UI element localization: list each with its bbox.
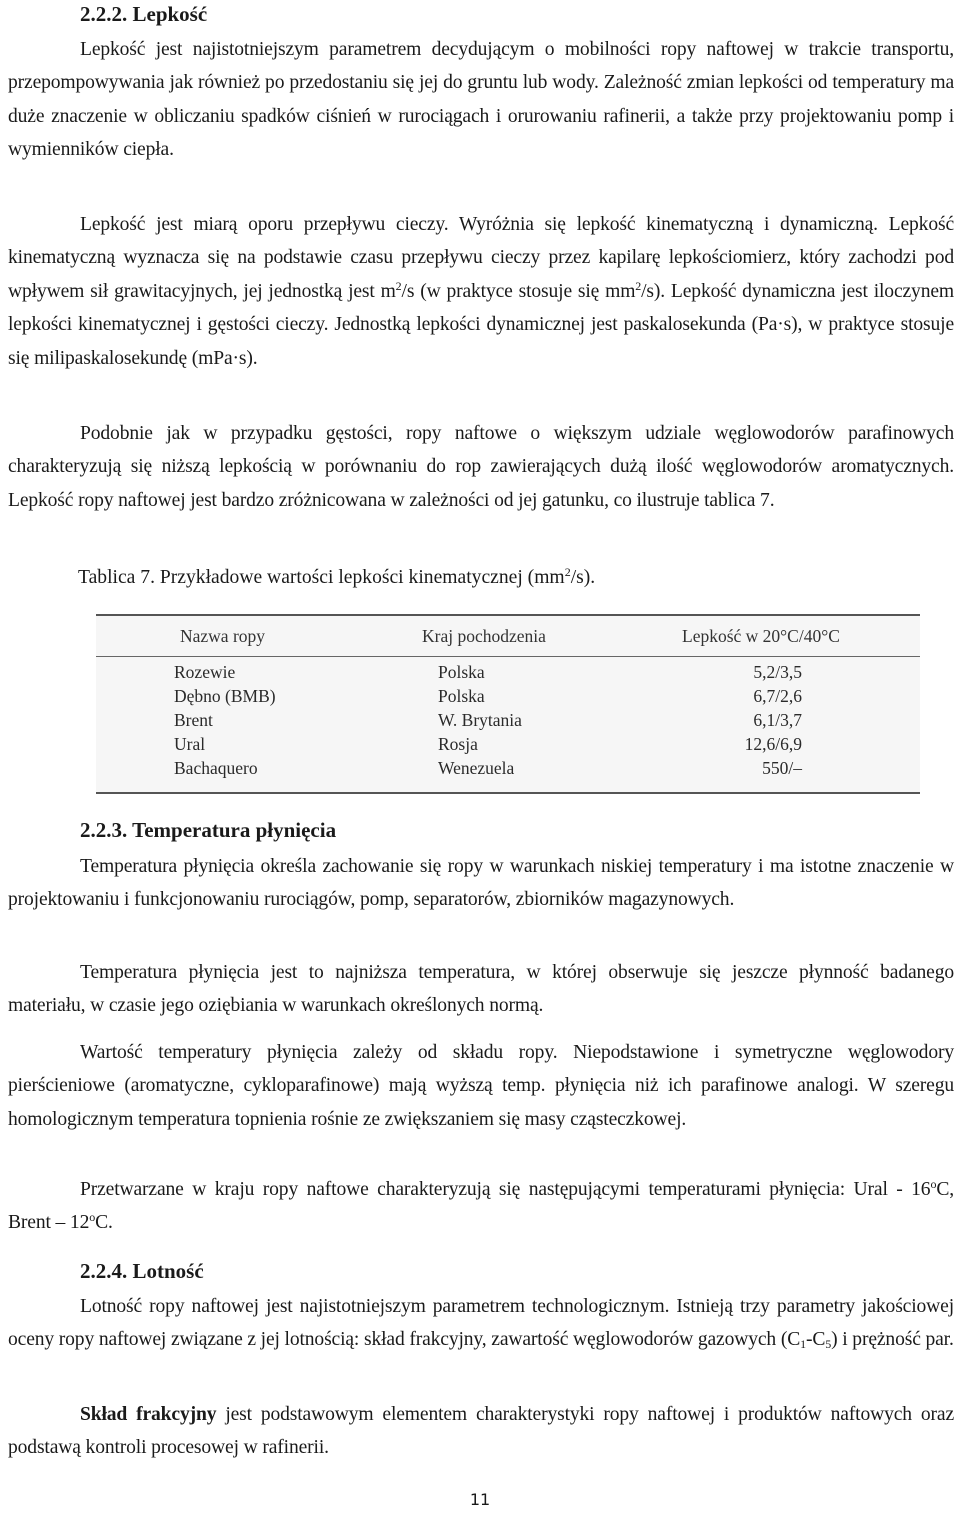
table-header-cell: Kraj pochodzenia — [422, 626, 546, 646]
section-heading-temperatura: 2.2.3. Temperatura płynięcia — [80, 818, 337, 842]
page-number: 11 — [469, 1490, 491, 1509]
bold-term: Skład frakcyjny — [80, 1404, 217, 1425]
table-cell-viscosity: 6,7/2,6 — [753, 686, 802, 706]
paragraph-temperatura-values: Przetwarzane w kraju ropy naftowe charakteryzują się następującymi temperaturami płynięcia: Ural - 16$^o$C, Brent – 12$^o$C. — [8, 1177, 954, 1234]
table-caption: Tablica 7. Przykładowe wartości lepkości kinematycznej $(mm^2/s)$. — [78, 565, 596, 588]
table-cell-country: Polska — [438, 686, 485, 706]
paragraph-lepkosc-intro: Lepkość jest najistotniejszym parametrem decydującym o mobilności ropy naftowej w trakcie transportu, przepompowywania jak również po przedostaniu się jej do gruntu lub wody. Zależność zmian lepkości od temperatury ma duże znaczenie w obliczaniu spadków ciśnień w rurociągach i orurowaniu rafinerii, a także przy projektowaniu pomp i wymienników ciepła. — [8, 39, 954, 161]
paragraph-temperatura-composition: Wartość temperatury płynięcia zależy od składu ropy. Niepodstawione i symetryczne węglowodory pierścieniowe (aromatyczne, cykloparafinowe) mają wyższą temp. płynięcia niż ich parafinowe analogi. W szeregu homologicznym temperatura topnienia rośnie ze zwiększaniem się masy cząsteczkowej. — [8, 1042, 954, 1130]
table-header-cell: Nazwa ropy — [180, 626, 266, 646]
paragraph-temperatura-definition: Temperatura płynięcia jest to najniższa temperatura, w której obserwuje się jeszcze płynność badanego materiału, w czasie jego oziębiania w warunkach określonych normą. — [8, 962, 954, 1017]
table-cell-country: Wenezuela — [438, 758, 515, 778]
table-cell-country: Rosja — [438, 734, 478, 754]
viscosity-table — [96, 614, 920, 794]
table-row — [96, 710, 920, 734]
table-row — [96, 662, 920, 686]
table-row — [96, 686, 920, 710]
table-cell-name: Rozewie — [174, 662, 236, 682]
section-heading-lepkosc: 2.2.2. Lepkość — [80, 2, 208, 26]
table-cell-viscosity: 12,6/6,9 — [744, 734, 802, 754]
paragraph-lepkosc-definition: Lepkość jest miarą oporu przepływu cieczy. Wyróżnia się lepkość kinematyczną i dynamiczną. Lepkość kinematyczną wyznacza się na podstawie czasu przepływu cieczy przez kapilarę lepkościomierz, który zachodzi pod wpływem sił grawitacyjnych, jej jednostką jest $m^2/s$ (w praktyce stosuje się $mm^2/s$). Lepkość dynamiczna jest iloczynem lepkości kinematycznej i gęstości cieczy. Jednostką lepkości dynamicznej jest paskalosekunda (Pa·s), w praktyce stosuje się milipaskalosekundę (mPa·s). — [8, 214, 954, 369]
table-cell-viscosity: 6,1/3,7 — [753, 710, 802, 730]
table-cell-name: Brent — [174, 710, 213, 730]
paragraph-lepkosc-comparison: Podobnie jak w przypadku gęstości, ropy naftowe o większym udziale węglowodorów parafinowych charakteryzują się niższą lepkością w porównaniu do rop zawierających dużą ilość węglowodorów aromatycznych. Lepkość ropy naftowej jest bardzo zróżnicowana w zależności od jej gatunku, co ilustruje tablica 7. — [8, 423, 954, 511]
table-header-cell: Lepkość w 20°C/40°C — [682, 626, 840, 646]
table-row — [96, 734, 920, 758]
table-cell-name: Bachaquero — [174, 758, 258, 778]
table-cell-viscosity: 550/– — [762, 758, 802, 778]
table-cell-viscosity: 5,2/3,5 — [753, 662, 802, 682]
table-row — [96, 758, 920, 782]
paragraph-lotnosc-fractional: Skład frakcyjny jest podstawowym elementem charakterystyki ropy naftowej i produktów naftowych oraz podstawą kontroli procesowej w rafinerii. — [8, 1404, 954, 1459]
paragraph-temperatura-intro: Temperatura płynięcia określa zachowanie się ropy w warunkach niskiej temperatury i ma istotne znaczenie w projektowaniu i funkcjonowaniu rurociągów, pomp, separatorów, zbiorników magazynowych. — [8, 856, 954, 911]
table-cell-country: Polska — [438, 662, 485, 682]
table-header-row — [96, 616, 920, 657]
table-cell-name: Ural — [174, 734, 206, 754]
section-heading-lotnosc: 2.2.4. Lotność — [80, 1259, 204, 1283]
table-cell-name: Dębno (BMB) — [174, 686, 276, 706]
paragraph-lotnosc-intro: Lotność ropy naftowej jest najistotniejszym parametrem technologicznym. Istnieją trzy parametry jakościowej oceny ropy naftowej związane z jej lotnością: skład frakcyjny, zawartość węglowodorów gazowych $(C_1-C_5)$ i prężność par. — [8, 1296, 954, 1352]
table-cell-country: W. Brytania — [438, 710, 522, 730]
